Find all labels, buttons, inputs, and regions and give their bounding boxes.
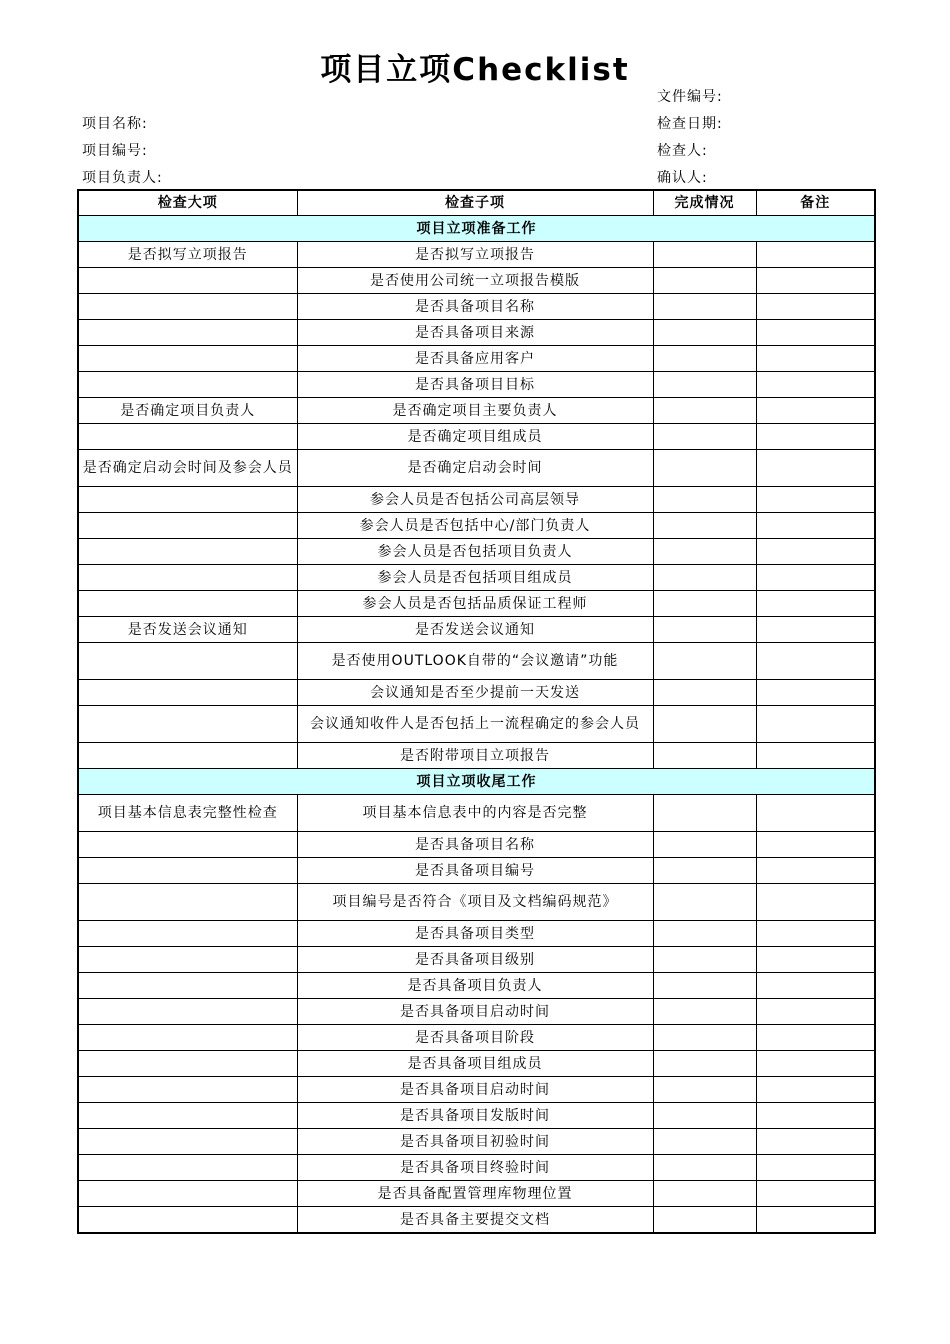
table-row (78, 268, 875, 294)
table-row (78, 1181, 875, 1207)
completion-cell[interactable] (653, 884, 756, 921)
header-completion: 完成情况 (653, 190, 756, 216)
major-item-cell (78, 743, 297, 769)
major-item-cell (78, 268, 297, 294)
remarks-cell[interactable] (756, 832, 875, 858)
remarks-cell[interactable] (756, 242, 875, 268)
completion-cell[interactable] (653, 591, 756, 617)
sub-item-cell: 参会人员是否包括中心/部门负责人 (297, 513, 653, 539)
sub-item-cell: 是否具备项目类型 (297, 921, 653, 947)
major-item-cell: 项目基本信息表完整性检查 (78, 795, 297, 832)
table-row (78, 1051, 875, 1077)
completion-cell[interactable] (653, 294, 756, 320)
table-row (78, 242, 875, 268)
major-item-cell (78, 1025, 297, 1051)
remarks-cell[interactable] (756, 1155, 875, 1181)
table-header-row (78, 190, 875, 216)
sub-item-cell: 是否具备项目阶段 (297, 1025, 653, 1051)
section-title: 项目立项收尾工作 (78, 769, 875, 795)
sub-item-cell: 是否具备项目终验时间 (297, 1155, 653, 1181)
check-date-label: 检查日期: (657, 116, 723, 132)
completion-cell[interactable] (653, 1077, 756, 1103)
sub-item-cell: 是否使用公司统一立项报告模版 (297, 268, 653, 294)
table-row (78, 858, 875, 884)
major-item-cell (78, 921, 297, 947)
sub-item-cell: 项目基本信息表中的内容是否完整 (297, 795, 653, 832)
major-item-cell (78, 372, 297, 398)
major-item-cell (78, 973, 297, 999)
major-item-cell (78, 294, 297, 320)
major-item-cell (78, 1077, 297, 1103)
major-item-cell (78, 643, 297, 680)
table-row (78, 832, 875, 858)
completion-cell[interactable] (653, 242, 756, 268)
sub-item-cell: 项目编号是否符合《项目及文档编码规范》 (297, 884, 653, 921)
table-row (78, 513, 875, 539)
table-row (78, 999, 875, 1025)
completion-cell[interactable] (653, 617, 756, 643)
major-item-cell (78, 858, 297, 884)
header-major-item: 检查大项 (78, 190, 297, 216)
completion-cell[interactable] (653, 1181, 756, 1207)
remarks-cell[interactable] (756, 1207, 875, 1234)
major-item-cell (78, 539, 297, 565)
sub-item-cell: 是否具备项目来源 (297, 320, 653, 346)
table-row (78, 320, 875, 346)
remarks-cell[interactable] (756, 450, 875, 487)
sub-item-cell: 参会人员是否包括公司高层领导 (297, 487, 653, 513)
major-item-cell (78, 424, 297, 450)
completion-cell[interactable] (653, 680, 756, 706)
table-row (78, 565, 875, 591)
sub-item-cell: 是否具备应用客户 (297, 346, 653, 372)
table-row (78, 398, 875, 424)
completion-cell[interactable] (653, 320, 756, 346)
sub-item-cell: 是否具备项目目标 (297, 372, 653, 398)
sub-item-cell: 参会人员是否包括项目组成员 (297, 565, 653, 591)
remarks-cell[interactable] (756, 565, 875, 591)
major-item-cell (78, 1051, 297, 1077)
major-item-cell: 是否确定启动会时间及参会人员 (78, 450, 297, 487)
remarks-cell[interactable] (756, 513, 875, 539)
sub-item-cell: 是否具备项目发版时间 (297, 1103, 653, 1129)
major-item-cell (78, 706, 297, 743)
remarks-cell[interactable] (756, 1129, 875, 1155)
remarks-cell[interactable] (756, 398, 875, 424)
table-row (78, 680, 875, 706)
section-row (78, 769, 875, 795)
completion-cell[interactable] (653, 450, 756, 487)
sub-item-cell: 是否发送会议通知 (297, 617, 653, 643)
remarks-cell[interactable] (756, 424, 875, 450)
major-item-cell (78, 1207, 297, 1234)
sub-item-cell: 是否具备项目负责人 (297, 973, 653, 999)
file-number-label: 文件编号: (657, 89, 723, 105)
sub-item-cell: 是否具备项目名称 (297, 832, 653, 858)
major-item-cell (78, 1103, 297, 1129)
table-row (78, 1103, 875, 1129)
major-item-cell (78, 591, 297, 617)
completion-cell[interactable] (653, 346, 756, 372)
completion-cell[interactable] (653, 973, 756, 999)
table-row (78, 487, 875, 513)
completion-cell[interactable] (653, 372, 756, 398)
table-row (78, 1207, 875, 1234)
major-item-cell (78, 346, 297, 372)
table-row (78, 294, 875, 320)
remarks-cell[interactable] (756, 1103, 875, 1129)
header-sub-item: 检查子项 (297, 190, 653, 216)
completion-cell[interactable] (653, 947, 756, 973)
table-row (78, 643, 875, 680)
page-title: 项目立项Checklist (320, 52, 630, 88)
table-row (78, 1077, 875, 1103)
checklist-table (77, 189, 876, 1234)
remarks-cell[interactable] (756, 591, 875, 617)
sub-item-cell: 是否具备配置管理库物理位置 (297, 1181, 653, 1207)
table-row (78, 617, 875, 643)
major-item-cell (78, 680, 297, 706)
remarks-cell[interactable] (756, 999, 875, 1025)
major-item-cell (78, 947, 297, 973)
remarks-cell[interactable] (756, 643, 875, 680)
completion-cell[interactable] (653, 1129, 756, 1155)
sub-item-cell: 是否拟写立项报告 (297, 242, 653, 268)
major-item-cell (78, 832, 297, 858)
project-number-label: 项目编号: (82, 143, 148, 159)
remarks-cell[interactable] (756, 294, 875, 320)
remarks-cell[interactable] (756, 617, 875, 643)
sub-item-cell: 会议通知收件人是否包括上一流程确定的参会人员 (297, 706, 653, 743)
sub-item-cell: 是否具备项目初验时间 (297, 1129, 653, 1155)
project-owner-label: 项目负责人: (82, 170, 163, 186)
completion-cell[interactable] (653, 1207, 756, 1234)
sub-item-cell: 是否附带项目立项报告 (297, 743, 653, 769)
sub-item-cell: 是否确定项目主要负责人 (297, 398, 653, 424)
sub-item-cell: 是否使用OUTLOOK自带的“会议邀请”功能 (297, 643, 653, 680)
completion-cell[interactable] (653, 921, 756, 947)
major-item-cell: 是否发送会议通知 (78, 617, 297, 643)
confirmer-label: 确认人: (657, 170, 708, 186)
sub-item-cell: 是否确定项目组成员 (297, 424, 653, 450)
remarks-cell[interactable] (756, 680, 875, 706)
major-item-cell (78, 999, 297, 1025)
remarks-cell[interactable] (756, 487, 875, 513)
remarks-cell[interactable] (756, 743, 875, 769)
completion-cell[interactable] (653, 643, 756, 680)
sub-item-cell: 是否确定启动会时间 (297, 450, 653, 487)
remarks-cell[interactable] (756, 921, 875, 947)
table-row (78, 921, 875, 947)
table-row (78, 372, 875, 398)
remarks-cell[interactable] (756, 1025, 875, 1051)
completion-cell[interactable] (653, 858, 756, 884)
table-row (78, 539, 875, 565)
sub-item-cell: 是否具备主要提交文档 (297, 1207, 653, 1234)
table-row (78, 1155, 875, 1181)
remarks-cell[interactable] (756, 1181, 875, 1207)
table-row (78, 450, 875, 487)
remarks-cell[interactable] (756, 858, 875, 884)
major-item-cell: 是否拟写立项报告 (78, 242, 297, 268)
remarks-cell[interactable] (756, 268, 875, 294)
completion-cell[interactable] (653, 398, 756, 424)
completion-cell[interactable] (653, 268, 756, 294)
sub-item-cell: 参会人员是否包括项目负责人 (297, 539, 653, 565)
major-item-cell (78, 884, 297, 921)
table-row (78, 424, 875, 450)
table-row (78, 591, 875, 617)
table-row (78, 795, 875, 832)
remarks-cell[interactable] (756, 346, 875, 372)
sub-item-cell: 是否具备项目级别 (297, 947, 653, 973)
remarks-cell[interactable] (756, 795, 875, 832)
project-name-label: 项目名称: (82, 116, 148, 132)
completion-cell[interactable] (653, 795, 756, 832)
table-row (78, 743, 875, 769)
completion-cell[interactable] (653, 1025, 756, 1051)
completion-cell[interactable] (653, 706, 756, 743)
remarks-cell[interactable] (756, 372, 875, 398)
inspector-label: 检查人: (657, 143, 708, 159)
remarks-cell[interactable] (756, 539, 875, 565)
remarks-cell[interactable] (756, 320, 875, 346)
major-item-cell (78, 513, 297, 539)
section-title: 项目立项准备工作 (78, 216, 875, 242)
table-row (78, 884, 875, 921)
section-row (78, 216, 875, 242)
table-row (78, 706, 875, 743)
sub-item-cell: 是否具备项目名称 (297, 294, 653, 320)
sub-item-cell: 是否具备项目启动时间 (297, 1077, 653, 1103)
completion-cell[interactable] (653, 1155, 756, 1181)
completion-cell[interactable] (653, 513, 756, 539)
table-row (78, 1129, 875, 1155)
completion-cell[interactable] (653, 832, 756, 858)
major-item-cell (78, 487, 297, 513)
sub-item-cell: 是否具备项目启动时间 (297, 999, 653, 1025)
completion-cell[interactable] (653, 565, 756, 591)
table-row (78, 1025, 875, 1051)
completion-cell[interactable] (653, 487, 756, 513)
remarks-cell[interactable] (756, 1077, 875, 1103)
sub-item-cell: 会议通知是否至少提前一天发送 (297, 680, 653, 706)
major-item-cell (78, 1155, 297, 1181)
remarks-cell[interactable] (756, 706, 875, 743)
remarks-cell[interactable] (756, 973, 875, 999)
remarks-cell[interactable] (756, 884, 875, 921)
table-row (78, 973, 875, 999)
completion-cell[interactable] (653, 424, 756, 450)
header-remarks: 备注 (756, 190, 875, 216)
major-item-cell: 是否确定项目负责人 (78, 398, 297, 424)
table-row (78, 947, 875, 973)
completion-cell[interactable] (653, 1051, 756, 1077)
completion-cell[interactable] (653, 1103, 756, 1129)
sub-item-cell: 是否具备项目组成员 (297, 1051, 653, 1077)
major-item-cell (78, 320, 297, 346)
remarks-cell[interactable] (756, 1051, 875, 1077)
sub-item-cell: 是否具备项目编号 (297, 858, 653, 884)
sub-item-cell: 参会人员是否包括品质保证工程师 (297, 591, 653, 617)
completion-cell[interactable] (653, 539, 756, 565)
major-item-cell (78, 1181, 297, 1207)
table-row (78, 346, 875, 372)
major-item-cell (78, 1129, 297, 1155)
major-item-cell (78, 565, 297, 591)
completion-cell[interactable] (653, 999, 756, 1025)
completion-cell[interactable] (653, 743, 756, 769)
remarks-cell[interactable] (756, 947, 875, 973)
